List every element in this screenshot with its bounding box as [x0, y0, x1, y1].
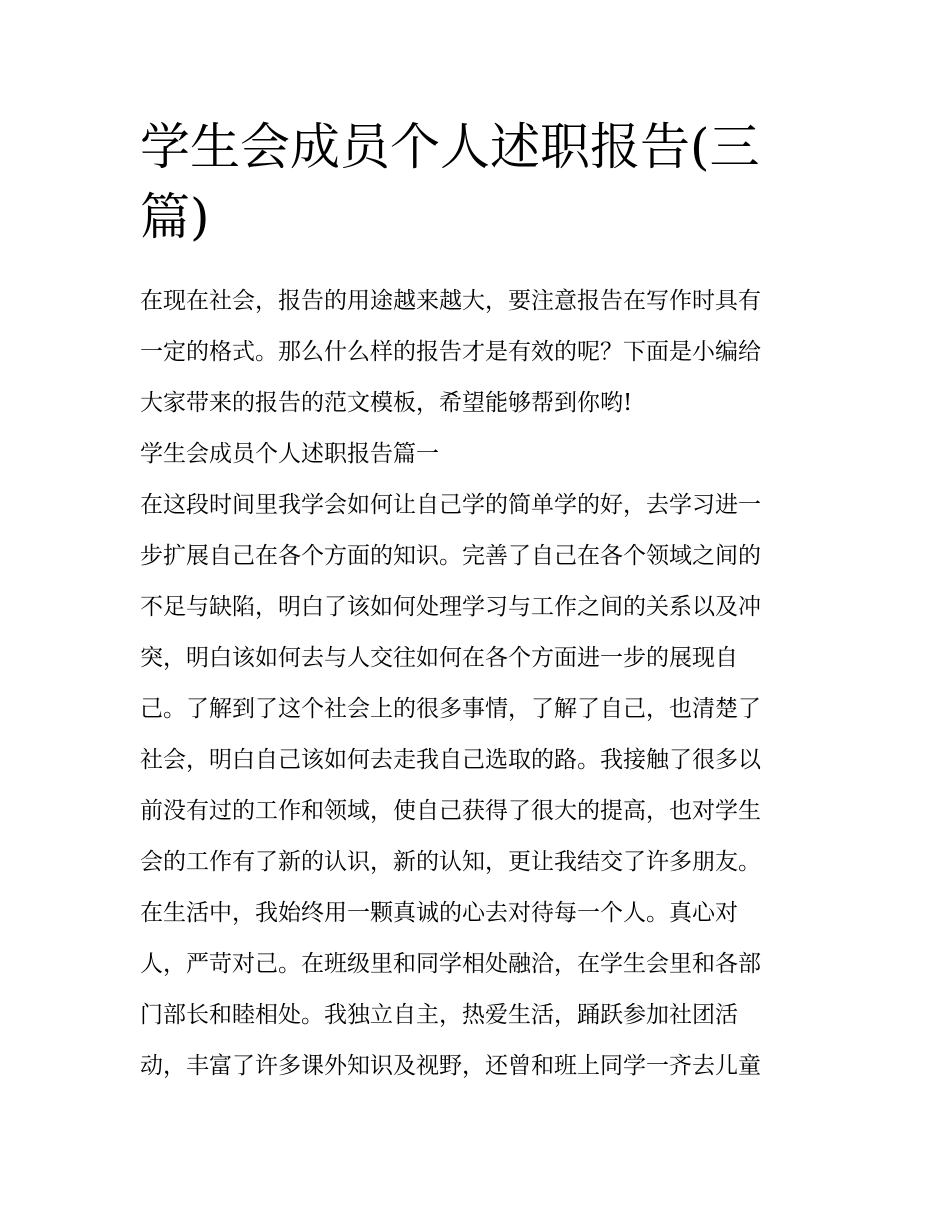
paragraph-line-1: 在这段时间里我学会如何让自己学的简单学的好，去学习进一: [140, 492, 761, 518]
document-body: [140, 276, 830, 1092]
document-title: [140, 112, 830, 252]
paragraph-line-5: 己。了解到了这个社会上的很多事情，了解了自己，也清楚了: [140, 696, 761, 722]
intro-line-2: 一定的格式。那么什么样的报告才是有效的呢？下面是小编给: [140, 339, 761, 365]
intro-line-1: 在现在社会，报告的用途越来越大，要注意报告在写作时具有: [140, 288, 761, 314]
title-line-1: 学生会成员个人述职报告(三: [140, 118, 760, 176]
section-heading: 学生会成员个人述职报告篇一: [140, 441, 439, 467]
paragraph-line-10: 人，严苛对己。在班级里和同学相处融洽，在学生会里和各部: [140, 951, 761, 977]
paragraph-line-9: 在生活中，我始终用一颗真诚的心去对待每一个人。真心对: [140, 900, 738, 926]
paragraph-line-7: 前没有过的工作和领域，使自己获得了很大的提高，也对学生: [140, 798, 761, 824]
paragraph-line-11: 门部长和睦相处。我独立自主，热爱生活，踊跃参加社团活: [140, 1002, 738, 1028]
title-line-2: 篇): [140, 188, 210, 246]
paragraph-line-3: 不足与缺陷，明白了该如何处理学习与工作之间的关系以及冲: [140, 594, 761, 620]
intro-line-3: 大家带来的报告的范文模板，希望能够帮到你哟!: [140, 390, 633, 416]
paragraph-line-2: 步扩展自己在各个方面的知识。完善了自己在各个领域之间的: [140, 543, 761, 569]
paragraph-line-12: 动，丰富了许多课外知识及视野，还曾和班上同学一齐去儿童: [140, 1053, 761, 1079]
paragraph-line-4: 突，明白该如何去与人交往如何在各个方面进一步的展现自: [140, 645, 738, 671]
paragraph-line-6: 社会，明白自己该如何去走我自己选取的路。我接触了很多以: [140, 747, 761, 773]
paragraph-line-8: 会的工作有了新的认识，新的认知，更让我结交了许多朋友。: [140, 849, 761, 875]
